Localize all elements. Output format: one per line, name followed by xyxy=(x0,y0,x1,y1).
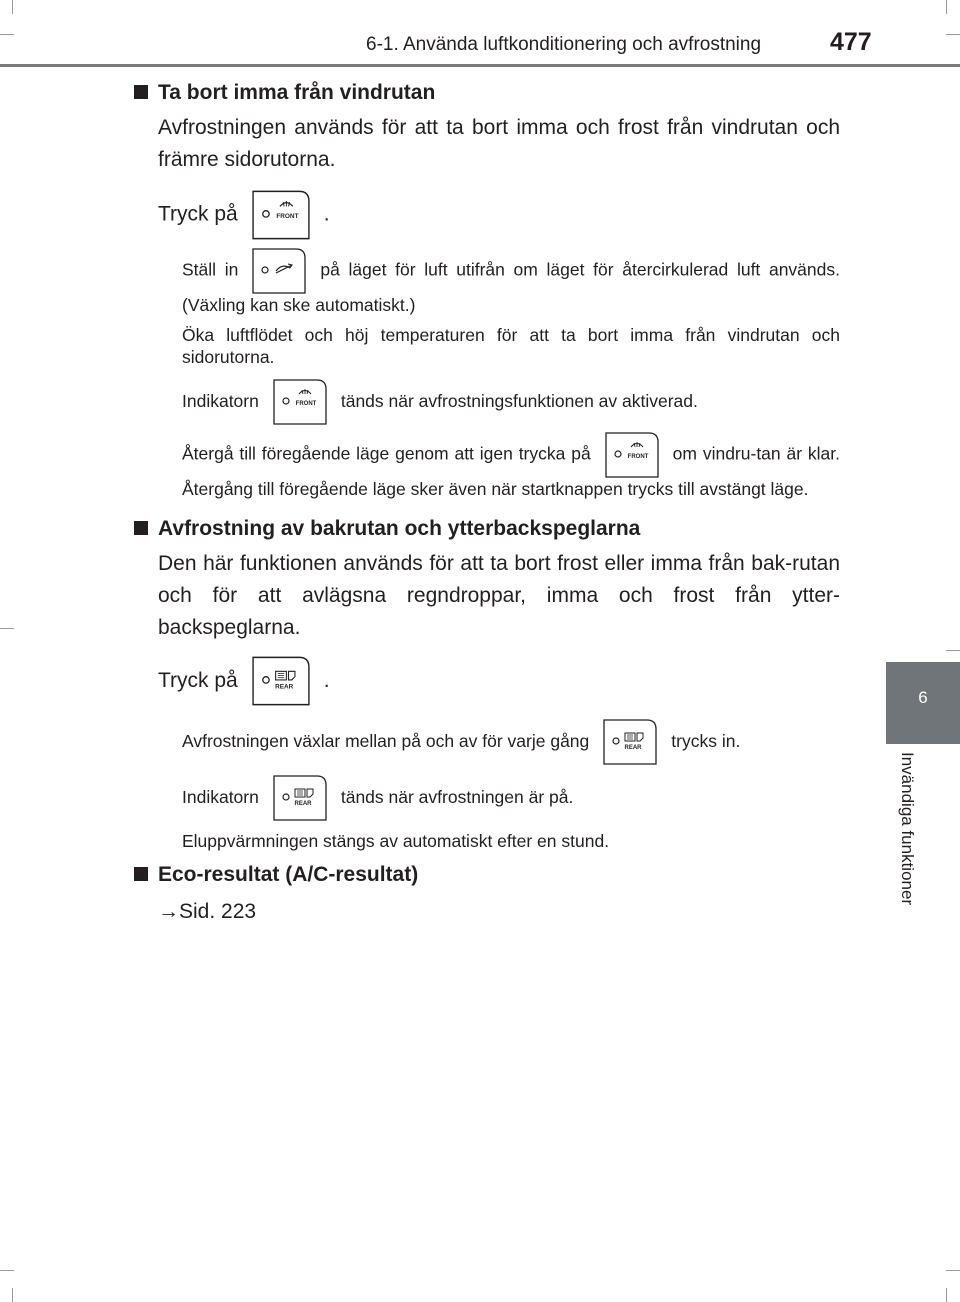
chapter-number: 6 xyxy=(918,688,928,707)
chapter-tab xyxy=(886,662,960,744)
front-intro: Avfrostningen används för att ta bort imma och frost från vindrutan och främre sidorutorna. xyxy=(158,116,840,171)
rear-note-auto-off: Eluppvärmningen stängs av automatiskt efter en stund. xyxy=(182,831,610,851)
rear-note-indicator: Indikatorn REAR tänds när avfrostningen är på. xyxy=(182,774,840,820)
chapter-label: Invändiga funktioner xyxy=(898,752,917,906)
crop-mark xyxy=(946,1288,947,1302)
front-note-recirculation: Ställ in på läget för luft utifrån om läget för återcirkulerad luft används. (Växling kan ske automatiskt.) xyxy=(182,248,840,316)
crop-mark xyxy=(946,1270,960,1271)
front-indicator-icon xyxy=(273,379,327,425)
header-rule xyxy=(0,64,960,67)
svg-text:FRONT: FRONT xyxy=(627,454,649,460)
rear-defogger-button-icon xyxy=(603,719,657,765)
heading-bullet xyxy=(134,867,148,881)
front-defroster-button-icon xyxy=(605,432,659,478)
rear-note-toggle: Avfrostningen växlar mellan på och av för varje gång REAR trycks in. xyxy=(182,718,840,764)
svg-text:REAR: REAR xyxy=(274,683,294,691)
page-content xyxy=(134,78,840,928)
page-header xyxy=(0,28,960,64)
rear-indicator-icon xyxy=(273,775,327,821)
svg-text:FRONT: FRONT xyxy=(295,401,317,408)
section-heading-front-defog: Ta bort imma från vindrutan xyxy=(134,78,840,108)
heading-bullet xyxy=(134,521,148,535)
heading-bullet xyxy=(134,85,148,99)
rear-defogger-button-icon xyxy=(252,656,310,706)
crop-mark xyxy=(946,0,947,14)
front-defroster-button-icon xyxy=(252,190,310,240)
air-intake-button-icon xyxy=(252,248,306,294)
front-note-return: Återgå till föregående läge genom att igen trycka på FRONT om vindru-tan är klar. Återgång till föregående läge sker även när startknappen trycks till avstängt läge. xyxy=(182,432,840,500)
page-number: 477 xyxy=(830,28,872,56)
svg-text:REAR: REAR xyxy=(624,745,642,752)
front-note-indicator: Indikatorn FRONT tänds när avfrostningsfunktionen av aktiverad. xyxy=(182,378,840,424)
svg-text:FRONT: FRONT xyxy=(276,213,299,221)
crop-mark xyxy=(946,650,960,651)
front-note-airflow: Öka luftflödet och höj temperaturen för att ta bort imma från vindrutan och sidorutorna. xyxy=(182,325,840,367)
crop-mark xyxy=(0,628,14,629)
eco-page-reference[interactable]: →Sid. 223 xyxy=(158,900,257,923)
section-heading-eco: Eco-resultat (A/C-resultat) xyxy=(134,860,840,890)
crop-mark xyxy=(0,1270,14,1271)
front-press-line: Tryck på FRONT . xyxy=(158,190,840,238)
crop-mark xyxy=(12,0,13,14)
rear-press-line: Tryck på REAR . xyxy=(158,656,840,706)
svg-text:REAR: REAR xyxy=(294,801,312,808)
chapter-title: 6-1. Använda luftkonditionering och avfrostning xyxy=(366,34,762,55)
crop-mark xyxy=(12,1288,13,1302)
section-heading-rear-defog: Avfrostning av bakrutan och ytterbackspeglarna xyxy=(134,514,840,544)
rear-intro: Den här funktionen används för att ta bort frost eller imma från bak-rutan och för att avlägsna regndroppar, imma och frost från ytter-backspeglarna. xyxy=(158,552,840,639)
